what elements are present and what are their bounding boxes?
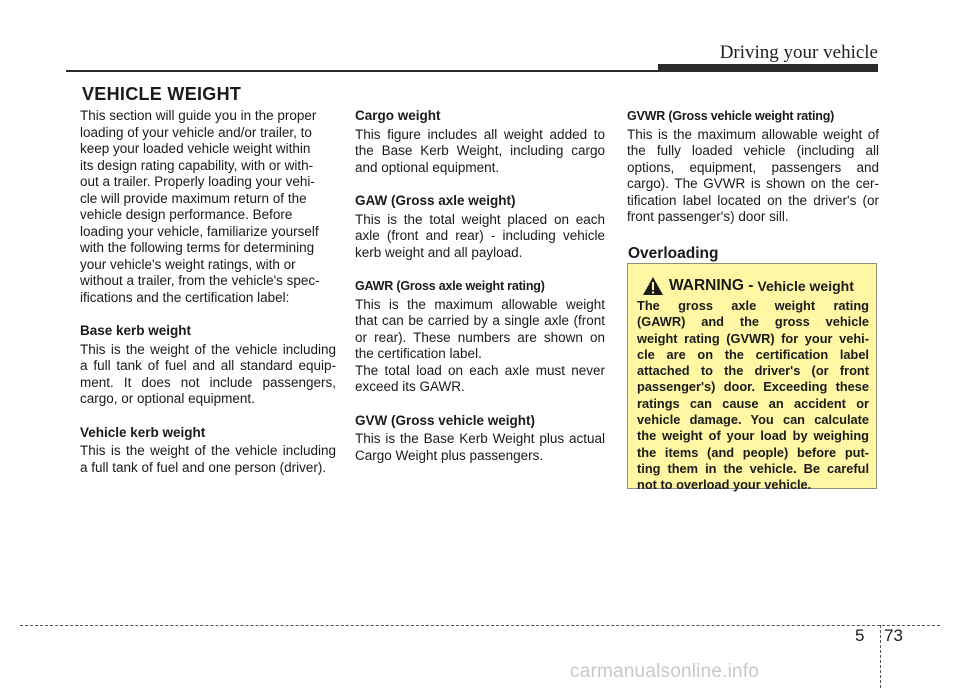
text-line: or rear). These numbers are shown on: [355, 329, 605, 345]
text-line: that can be carried by a single axle (front: [355, 313, 605, 328]
text-line: (GAWR) and the gross vehicle: [637, 314, 869, 330]
gvwr-heading: GVWR (Gross vehicle weight rating): [627, 109, 835, 123]
text-line: a full tank of fuel and one person (driver).: [80, 459, 327, 475]
base-kerb-heading: Base kerb weight: [80, 323, 192, 338]
gvw-heading: GVW (Gross vehicle weight): [355, 412, 536, 428]
text-line: cle will provide maximum return of the: [80, 190, 307, 206]
text-line: The total load on each axle must never: [355, 362, 605, 378]
header-title: Driving your vehicle: [719, 42, 878, 63]
warning-header: [642, 276, 854, 296]
footer-vertical-divider: [880, 625, 881, 688]
text-line: passenger's) door. Exceeding these: [637, 379, 869, 395]
text-line: exceed its GAWR.: [355, 379, 465, 394]
cargo-body: [355, 127, 605, 177]
text-line: with the following terms for determining: [80, 240, 315, 255]
text-line: This section will guide you in the proper: [80, 108, 317, 123]
text-line: loading your vehicle, familiarize yourself: [80, 223, 319, 239]
text-line: The gross axle weight rating: [637, 298, 869, 313]
column-3: [627, 108, 879, 262]
overloading-heading: Overloading: [628, 244, 719, 262]
warning-subtitle: Vehicle weight: [757, 278, 854, 294]
text-line: vehicle damage. You can calculate: [637, 412, 869, 428]
text-line: options, equipment, passengers and: [627, 159, 879, 175]
text-line: cargo, or optional equipment.: [80, 391, 255, 406]
text-line: not to overload your vehicle.: [637, 477, 812, 493]
watermark-text: carmanualsonline.info: [570, 661, 760, 682]
text-line: out a trailer. Properly loading your vehi-: [80, 174, 315, 189]
intro-paragraph: [80, 108, 336, 306]
text-line: ting them in the vehicle. Be careful: [637, 460, 869, 476]
text-line: This is the maximum allowable weight: [355, 296, 605, 312]
gaw-heading: GAW (Gross axle weight): [355, 193, 516, 208]
text-line: and optional equipment.: [355, 159, 500, 175]
text-line: its design rating capability, with or with-: [80, 157, 314, 173]
text-line: a full tank of fuel and all standard equip-: [80, 358, 336, 373]
base-kerb-body: [80, 342, 336, 408]
gawr-body: [355, 297, 605, 363]
text-line: keep your loaded vehicle weight within: [80, 141, 311, 156]
text-line: This is the total weight placed on each: [355, 211, 605, 227]
text-line: loading of your vehicle and/or trailer, to: [80, 124, 312, 140]
vehicle-kerb-heading: Vehicle kerb weight: [80, 424, 206, 440]
text-line: your vehicle's weight ratings, with or: [80, 256, 296, 272]
text-line: the certification label.: [355, 346, 482, 361]
footer-divider: [20, 625, 940, 626]
text-line: This is the maximum allowable weight of: [627, 126, 879, 142]
text-line: This is the weight of the vehicle including: [80, 443, 336, 458]
section-title: VEHICLE WEIGHT: [82, 84, 242, 104]
cargo-heading: Cargo weight: [355, 108, 441, 123]
text-line: axle (front and rear) - including vehicle: [355, 228, 605, 243]
text-line: This figure includes all weight added to: [355, 126, 605, 142]
text-line: the Base Kerb Weight, including cargo: [355, 143, 605, 158]
text-line: ment. It does not include passengers,: [80, 374, 336, 390]
warning-body: [637, 298, 869, 494]
vehicle-kerb-body: [80, 443, 336, 476]
gawr-heading: GAWR (Gross axle weight rating): [355, 279, 545, 293]
text-line: front passenger's) door sill.: [627, 209, 789, 224]
text-line: weight rating (GVWR) for your vehi-: [637, 330, 869, 346]
text-line: the items (and people) before put-: [637, 444, 869, 460]
warning-title: WARNING -: [669, 277, 754, 294]
text-line: without a trailer, from the vehicle's spec-: [80, 273, 320, 288]
text-line: ifications and the certification label:: [80, 289, 290, 305]
page-number: 73: [884, 626, 903, 645]
text-line: the fully loaded vehicle (including all: [627, 143, 879, 158]
text-line: kerb weight and all payload.: [355, 244, 523, 260]
text-line: cargo). The GVWR is shown on the cer-: [627, 176, 879, 191]
text-line: This is the Base Kerb Weight plus actual: [355, 431, 605, 446]
gvwr-body: [627, 127, 879, 226]
chapter-number: 5: [855, 626, 865, 645]
gvw-body: [355, 431, 605, 464]
text-line: tification label located on the driver's (or: [627, 192, 879, 208]
text-line: Cargo Weight plus passengers.: [355, 447, 544, 463]
text-line: vehicle design performance. Before: [80, 207, 293, 222]
column-1: [80, 108, 336, 493]
header-rule-accent: [658, 64, 878, 71]
text-line: attached to the driver's (or front: [637, 363, 869, 379]
gawr-body-2: [355, 363, 605, 396]
gaw-body: [355, 212, 605, 262]
text-line: the weight of your load by weighing: [637, 428, 869, 444]
warning-box: [627, 263, 877, 493]
warning-triangle-icon: [642, 276, 664, 296]
text-line: cle are on the certification label: [637, 346, 869, 362]
column-2: [355, 108, 605, 481]
text-line: ratings can cause an accident or: [637, 395, 869, 411]
text-line: This is the weight of the vehicle including: [80, 341, 336, 357]
